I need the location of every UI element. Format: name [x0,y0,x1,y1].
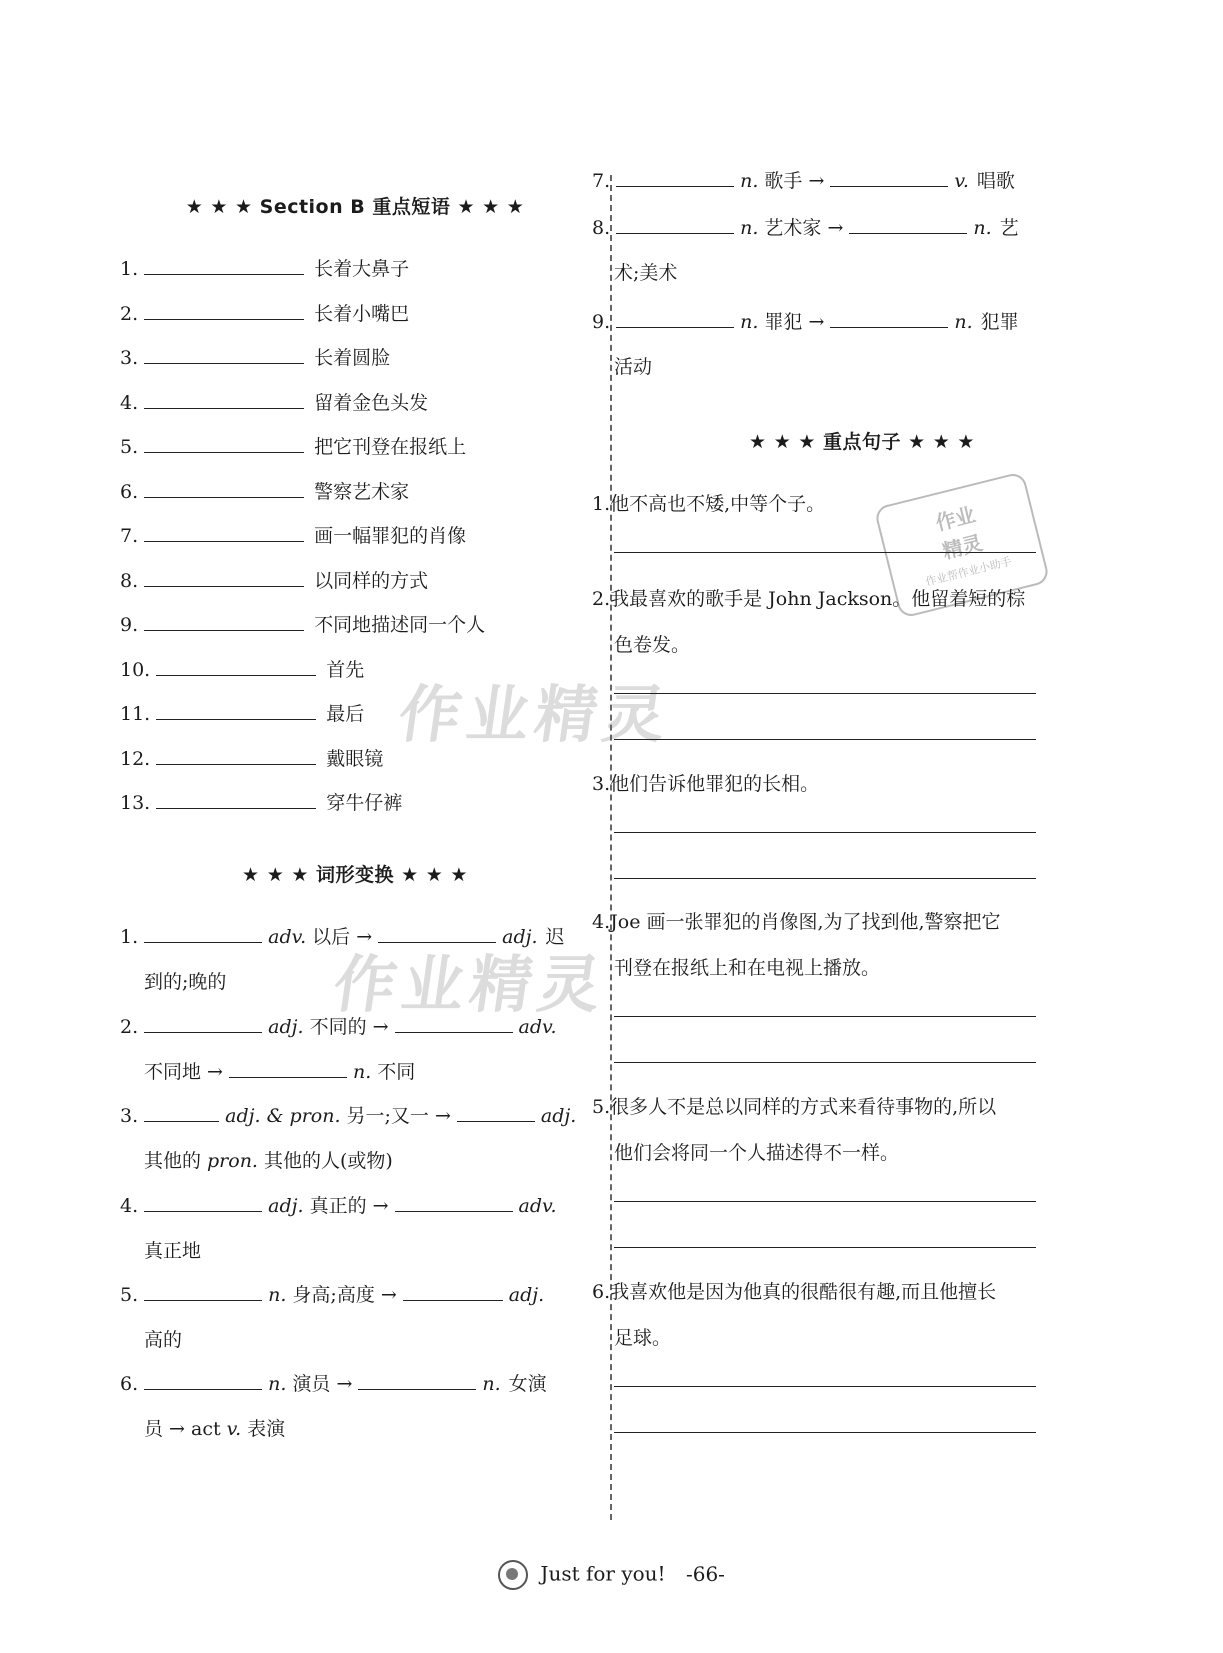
item-number: 6. [592,1281,611,1303]
phrase-meaning: 最后 [326,703,365,725]
word-form-continuation [144,1147,393,1175]
word-form-continuation [144,968,226,996]
phrase-item [120,433,466,461]
item-number: 4. [120,391,139,414]
phrase-meaning: 把它刊登在报纸上 [314,436,467,458]
sentence-text: 色卷发。 [614,634,691,656]
part-of-speech: v. [226,1418,242,1440]
word-meaning: 表演 [247,1418,286,1440]
answer-blank[interactable] [358,1371,476,1390]
word-form-item [592,308,1019,336]
word-form-continuation [144,1415,285,1443]
sentence-prompt [592,898,1072,946]
phrase-meaning: 留着金色头发 [314,391,429,414]
word-meaning: 不同 [377,1061,416,1083]
phrase-meaning: 首先 [326,658,365,681]
footer [0,1560,1223,1590]
answer-blank[interactable] [830,168,948,187]
sentence-prompt [592,1268,1072,1316]
word-meaning: 员 → act [144,1418,221,1440]
word-form-continuation [144,1058,415,1086]
sentence-text: 他不高也不矮,中等个子。 [610,493,826,515]
item-number: 3. [120,347,139,369]
word-meaning: 术;美术 [614,262,678,284]
phrase-meaning: 长着小嘴巴 [314,302,410,325]
answer-line[interactable] [614,1386,1036,1387]
word-form-item [120,1102,576,1130]
answer-blank[interactable] [144,523,304,542]
part-of-speech: adv. [268,926,307,948]
phrase-meaning: 以同样的方式 [314,569,429,592]
part-of-speech: n. [482,1373,501,1395]
answer-blank[interactable] [144,479,304,498]
item-number: 2. [120,302,139,325]
answer-blank[interactable] [849,215,967,234]
sentence-prompt-continued [614,1129,1074,1177]
answer-line[interactable] [614,1062,1036,1063]
word-meaning: 艺 [999,217,1019,239]
sentence-prompt [592,575,1072,623]
part-of-speech: adj. [540,1105,577,1127]
item-number: 9. [592,311,611,333]
watermark: 作业精灵 [394,678,677,751]
item-number: 7. [592,170,611,192]
item-number: 2. [120,1016,139,1038]
word-meaning: 迟 [545,926,565,948]
stamp-text: 作业帮作业小助手 [924,554,1013,589]
word-meaning: 到的;晚的 [144,971,227,993]
word-meaning: 犯罪 [980,311,1019,333]
word-meaning: 不同的 → [309,1016,389,1038]
part-of-speech: adj. [508,1284,545,1306]
answer-blank[interactable] [403,1282,503,1301]
word-meaning: 罪犯 → [764,311,825,333]
word-form-item [120,1370,547,1398]
phrase-meaning: 不同地描述同一个人 [314,614,486,636]
logo-icon [498,1560,528,1590]
answer-blank[interactable] [144,1103,219,1122]
sentence-text: 他们告诉他罪犯的长相。 [610,773,820,795]
answer-line[interactable] [614,878,1036,879]
item-number: 8. [592,217,611,239]
phrase-item [120,389,428,417]
phrase-item [120,478,409,506]
word-form-item [120,923,565,951]
word-meaning: 不同地 → [144,1061,223,1083]
sentence-text: 我喜欢他是因为他真的很酷很有趣,而且他擅长 [610,1281,997,1303]
word-meaning: 女演 [508,1373,547,1395]
part-of-speech: n. [973,217,992,239]
item-number: 5. [592,1096,611,1118]
word-form-item [592,167,1015,195]
phrase-item [120,700,364,728]
item-number: 10. [120,658,151,681]
item-number: 9. [120,614,139,636]
word-meaning: 以后 → [312,926,373,948]
word-meaning: 真正的 → [309,1195,389,1217]
word-form-continuation [614,259,677,287]
answer-blank[interactable] [378,924,496,943]
sentence-text: 他们会将同一个人描述得不一样。 [614,1142,900,1164]
answer-blank[interactable] [156,657,316,676]
item-number: 4. [120,1195,139,1217]
stamp-text: 精灵 [940,530,985,564]
phrase-meaning: 穿牛仔裤 [326,792,403,814]
sentence-text: 我最喜欢的歌手是 John Jackson。他留着短的棕 [610,588,1026,610]
answer-line[interactable] [614,1247,1036,1248]
sentence-text: 很多人不是总以同样的方式来看待事物的,所以 [610,1096,997,1118]
item-number: 2. [592,588,611,610]
answer-blank[interactable] [229,1059,347,1078]
word-meaning: 真正地 [144,1240,202,1262]
item-number: 1. [120,258,139,280]
part-of-speech: n. [268,1284,287,1306]
part-of-speech: n. [740,311,759,333]
answer-blank[interactable] [144,390,304,409]
item-number: 1. [120,926,139,948]
part-of-speech: n. [352,1061,372,1083]
part-of-speech: n. [954,311,973,333]
sentence-prompt [592,760,1072,808]
answer-blank[interactable] [616,215,734,234]
part-of-speech: adj. [268,1016,304,1038]
item-number: 5. [120,436,139,458]
key-sentences-title: ★ ★ ★ 重点句子 ★ ★ ★ [749,431,975,453]
column-divider [610,175,612,1520]
item-number: 8. [120,569,139,592]
word-form-item [592,214,1019,242]
section-b-title: ★ ★ ★ Section B 重点短语 ★ ★ ★ [185,196,525,218]
answer-blank[interactable] [144,1282,262,1301]
word-form-continuation [144,1326,182,1354]
answer-line[interactable] [614,552,1036,553]
phrase-item [120,745,383,773]
answer-blank[interactable] [144,301,304,320]
phrase-item [120,255,409,283]
phrase-item [120,300,409,328]
item-number: 4. [592,911,611,933]
word-meaning: 演员 → [292,1373,353,1395]
item-number: 12. [120,747,151,770]
word-form-continuation [144,1237,201,1265]
item-number: 6. [120,480,139,503]
phrase-item [120,611,485,639]
answer-line[interactable] [614,693,1036,694]
word-meaning: 唱歌 [976,170,1015,192]
word-form-item [120,1013,557,1041]
part-of-speech: pron. [207,1150,258,1172]
answer-line[interactable] [614,1016,1036,1017]
footer-brand: Just for you! [540,1561,666,1586]
sentence-prompt-continued [614,944,1074,992]
sentence-prompt [592,480,1072,528]
sentence-prompt [592,1083,1072,1131]
answer-blank[interactable] [144,256,304,275]
word-meaning: 高的 [144,1329,183,1351]
answer-line[interactable] [614,1432,1036,1433]
item-number: 13. [120,792,151,814]
answer-line[interactable] [614,1201,1036,1202]
part-of-speech: adj. & pron. [225,1105,341,1127]
stamp-text: 作业 [933,502,978,536]
answer-line[interactable] [614,739,1036,740]
item-number: 1. [592,493,611,515]
phrase-item [120,522,466,550]
word-form-continuation [614,353,652,381]
phrase-meaning: 画一幅罪犯的肖像 [314,525,467,547]
answer-blank[interactable] [395,1014,513,1033]
answer-blank[interactable] [616,309,734,328]
sentence-text: 足球。 [614,1327,672,1349]
part-of-speech: adv. [518,1016,557,1038]
part-of-speech: n. [740,170,759,192]
phrase-item [120,789,402,817]
answer-blank[interactable] [616,168,734,187]
phrase-meaning: 戴眼镜 [326,747,384,770]
part-of-speech: adj. [268,1195,304,1217]
phrase-item [120,344,390,372]
answer-blank[interactable] [144,434,304,453]
part-of-speech: v. [954,170,969,192]
phrase-item [120,656,364,684]
answer-blank[interactable] [144,345,304,364]
word-meaning: 另一;又一 → [346,1105,451,1127]
answer-blank[interactable] [457,1103,535,1122]
word-meaning: 歌手 → [764,170,825,192]
phrase-item [120,567,428,595]
part-of-speech: n. [268,1373,287,1395]
sentence-text: 刊登在报纸上和在电视上播放。 [614,957,881,979]
answer-blank[interactable] [830,309,948,328]
word-meaning: 艺术家 → [764,217,844,239]
word-form-item [120,1281,544,1309]
word-meaning: 其他的人(或物) [263,1150,393,1172]
answer-blank[interactable] [144,568,304,587]
answer-blank[interactable] [144,1014,262,1033]
word-meaning: 其他的 [144,1150,202,1172]
answer-blank[interactable] [156,790,316,809]
word-meaning: 活动 [614,356,653,378]
answer-blank[interactable] [144,924,262,943]
item-number: 7. [120,525,139,547]
item-number: 11. [120,703,151,725]
phrase-meaning: 长着大鼻子 [314,258,410,280]
item-number: 5. [120,1284,139,1306]
answer-line[interactable] [614,832,1036,833]
item-number: 6. [120,1373,139,1395]
sentence-prompt-continued [614,1314,1074,1362]
phrase-meaning: 警察艺术家 [314,480,410,503]
item-number: 3. [120,1105,139,1127]
phrase-meaning: 长着圆脸 [314,347,391,369]
answer-blank[interactable] [144,1371,262,1390]
answer-blank[interactable] [156,701,316,720]
page-number: -66- [685,1561,725,1586]
word-meaning: 身高;高度 → [292,1284,397,1306]
answer-blank[interactable] [395,1193,513,1212]
part-of-speech: adv. [518,1195,557,1217]
part-of-speech: adj. [502,926,538,948]
sentence-prompt-continued [614,621,1074,669]
watermark: 作业精灵 [329,948,612,1021]
sentence-text: Joe 画一张罪犯的肖像图,为了找到他,警察把它 [610,911,1001,933]
answer-blank[interactable] [144,1193,262,1212]
part-of-speech: n. [740,217,759,239]
item-number: 3. [592,773,611,795]
word-form-item [120,1192,557,1220]
answer-blank[interactable] [156,746,316,765]
answer-blank[interactable] [144,612,304,631]
word-forms-title: ★ ★ ★ 词形变换 ★ ★ ★ [242,864,468,886]
